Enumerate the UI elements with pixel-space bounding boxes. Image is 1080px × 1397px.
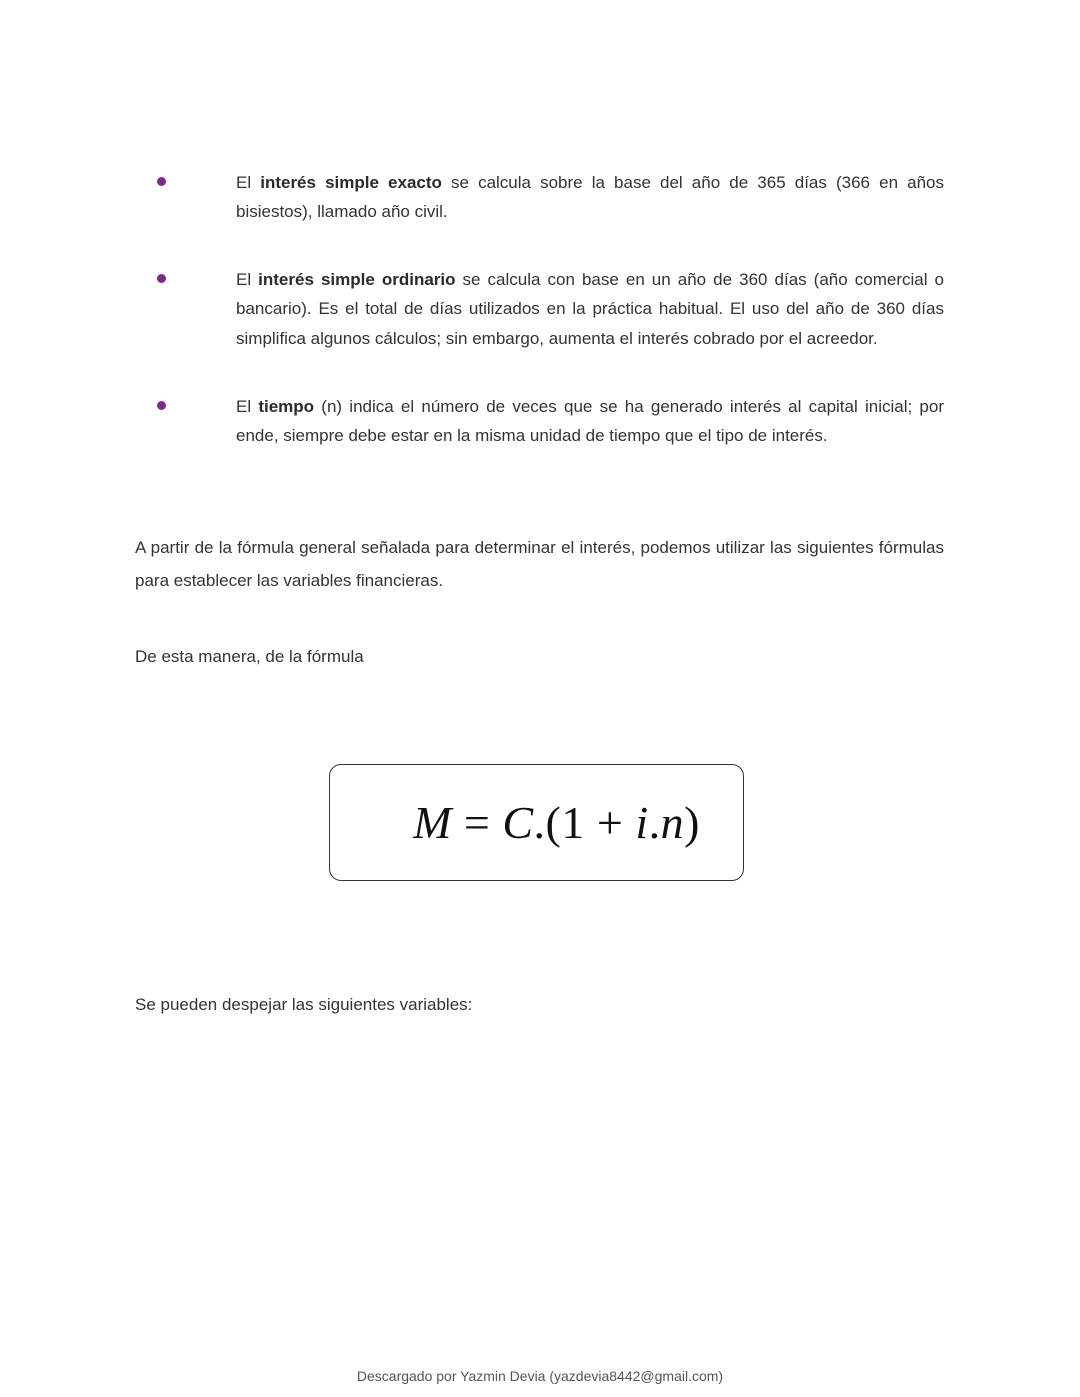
intro-paragraph: A partir de la fórmula general señalada para determinar el interés, podemos utilizar las siguientes fórmulas para establecer las variables financieras. <box>135 538 944 590</box>
formula-equation: M = C.(1 + i.n) <box>413 797 700 848</box>
formula-box <box>329 764 744 881</box>
download-footer: Descargado por Yazmin Devia (yazdevia8442@gmail.com) <box>356 1368 724 1384</box>
bullet-dot-icon <box>157 274 166 283</box>
bold-term: tiempo <box>258 397 315 416</box>
bold-term: interés simple exacto <box>260 173 442 192</box>
bullet-text: El interés simple exacto se calcula sobre la base del año de 365 días (366 en años bisiestos), llamado año civil. <box>236 173 944 222</box>
bullet-dot-icon <box>157 177 166 186</box>
bold-term: interés simple ordinario <box>258 270 456 289</box>
lead-paragraph: De esta manera, de la fórmula <box>135 647 364 666</box>
after-paragraph: Se pueden despejar las siguientes variables: <box>135 995 473 1014</box>
bullet-text: El tiempo (n) indica el número de veces que se ha generado interés al capital inicial; por ende, siempre debe estar en la misma unidad de tiempo que el tipo de interés. <box>236 397 944 446</box>
bullet-text: El interés simple ordinario se calcula con base en un año de 360 días (año comercial o bancario). Es el total de días utilizados en la práctica habitual. El uso del año de 360 días simplifica algunos cálculos; sin embargo, aumenta el interés cobrado por el acreedor. <box>236 270 944 348</box>
bullet-dot-icon <box>157 401 166 410</box>
